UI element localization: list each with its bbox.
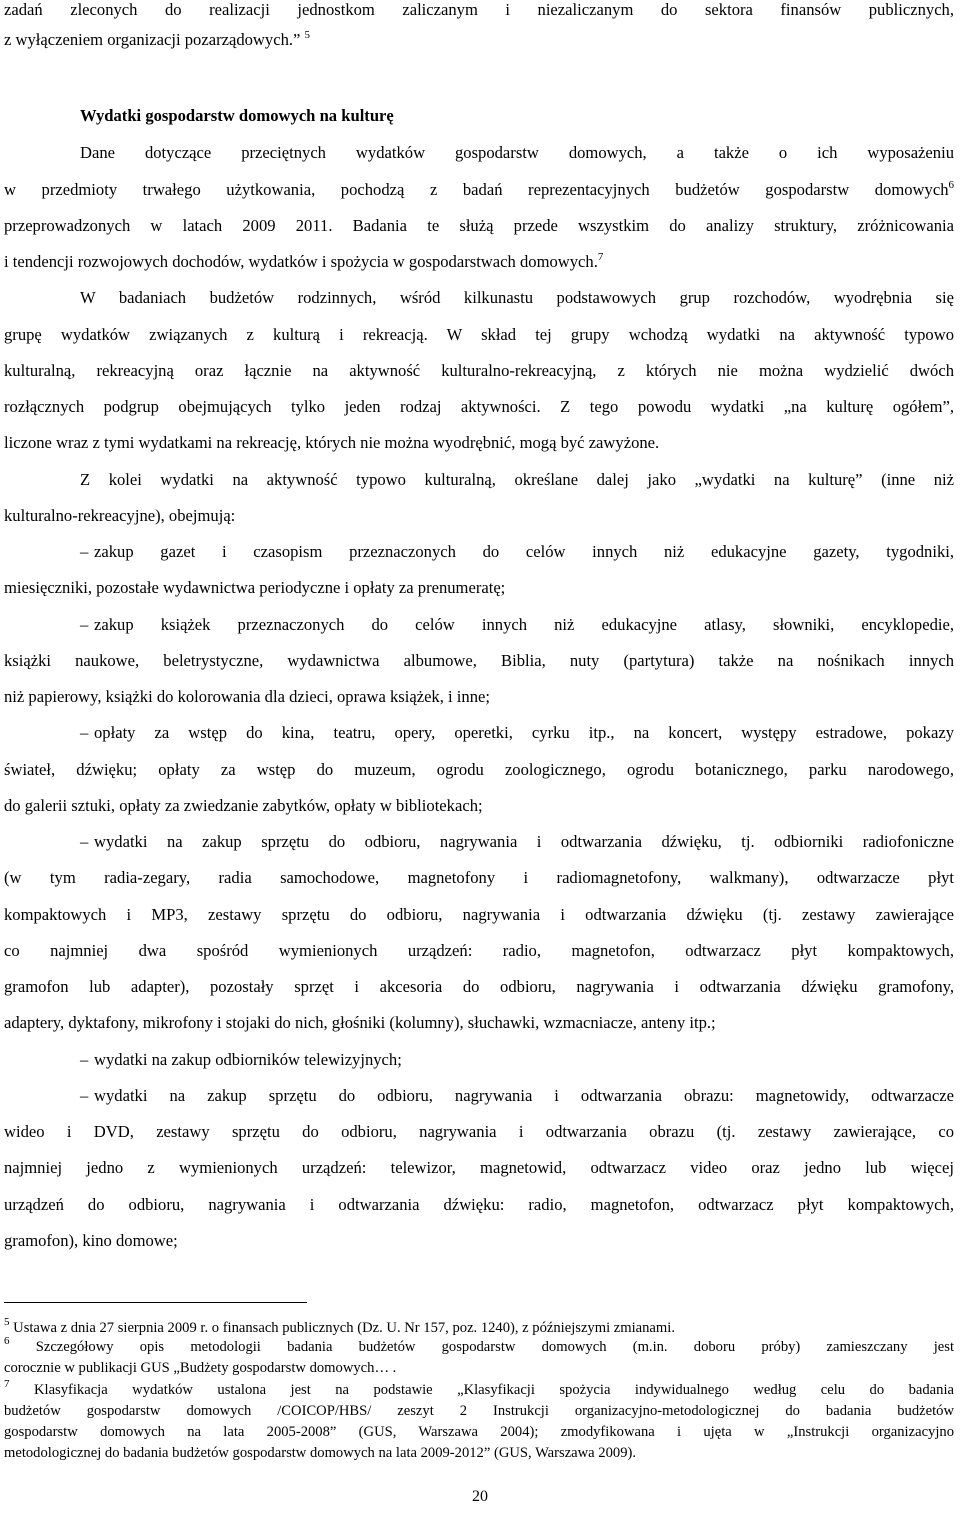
footnote: $^5$ Ustawa z dnia 27 sierpnia 2009 r. o finansach publicznych (Dz. U. Nr 157, poz. 1240), z późniejszymi zmianami. <box>4 1316 675 1336</box>
text-line: książki naukowe, beletrystyczne, wydawnictwa albumowe, Biblia, nuty (partytura) także na nośnikach innych <box>4 651 954 670</box>
bullet-dash: – <box>80 723 89 742</box>
text-line: i tendencji rozwojowych dochodów, wydatków i spożycia w gospodarstwach domowych.$^7$ <box>4 251 604 271</box>
bullet-dash: – <box>80 1086 89 1105</box>
text-line: kulturalno-rekreacyjne), obejmują: <box>4 506 236 525</box>
text-line: adaptery, dyktafony, mikrofony i stojaki do nich, głośniki (kolumny), słuchawki, wzmacniacze, anteny itp.; <box>4 1013 716 1032</box>
text-line: rozłącznych podgrup obejmujących tylko jeden rodzaj aktywności. Z tego powodu wydatki „na kulturę ogółem”, <box>4 397 954 416</box>
text-line: miesięczniki, pozostałe wydawnictwa periodyczne i opłaty za prenumeratę; <box>4 578 506 597</box>
text-line: urządzeń do odbioru, nagrywania i odtwarzania dźwięku: radio, magnetofon, odtwarzacz płyt kompaktowych, <box>4 1195 954 1214</box>
footnote: budżetów gospodarstw domowych /COICOP/HBS/ zeszyt 2 Instrukcji organizacyjno-metodologicznej do badania budżetów <box>4 1403 954 1419</box>
text-line: do galerii sztuki, opłaty za zwiedzanie zabytków, opłaty w bibliotekach; <box>4 796 483 815</box>
list-item: – wydatki na zakup sprzętu do odbioru, nagrywania i odtwarzania dźwięku, tj. odbiorniki radiofoniczne <box>80 832 954 851</box>
footnote: corocznie w publikacji GUS „Budżety gospodarstw domowych… . <box>4 1360 397 1376</box>
text-line: zadań zleconych do realizacji jednostkom zaliczanym i niezaliczanym do sektora finansów publicznych, <box>4 0 954 19</box>
footnote: metodologicznej do badania budżetów gospodarstw domowych na lata 2009-2012” (GUS, Warszawa 2009). <box>4 1445 637 1461</box>
list-item: – zakup gazet i czasopism przeznaczonych do celów innych niż edukacyjne gazety, tygodniki, <box>80 542 954 561</box>
footnote-ref: 5 <box>304 29 311 41</box>
text-line: niż papierowy, książki do kolorowania dla dzieci, oprawa książek, i inne; <box>4 687 490 706</box>
bullet-dash: – <box>80 542 89 561</box>
section-heading: Wydatki gospodarstw domowych na kulturę <box>80 106 394 125</box>
text-line: z wyłączeniem organizacji pozarządowych.” $^5$ <box>4 29 311 49</box>
text-line: liczone wraz z tymi wydatkami na rekreację, których nie można wyodrębnić, mogą być zawyżone. <box>4 433 660 452</box>
bullet-dash: – <box>80 832 89 851</box>
text-line: wideo i DVD, zestawy sprzętu do odbioru, nagrywania i odtwarzania obrazu (tj. zestawy zawierające, co <box>4 1122 954 1141</box>
footnote-ref: 7 <box>597 251 604 263</box>
text-line: najmniej jedno z wymienionych urządzeń: telewizor, magnetowid, odtwarzacz video oraz jedno lub więcej <box>4 1158 954 1177</box>
text-line: gramofon), kino domowe; <box>4 1231 178 1250</box>
text-line: przeprowadzonych w latach 2009 2011. Badania te służą przede wszystkim do analizy struktury, zróżnicowania <box>4 216 954 235</box>
list-item: – zakup książek przeznaczonych do celów innych niż edukacyjne atlasy, słowniki, encyklopedie, <box>80 615 954 634</box>
text-line: w przedmioty trwałego użytkowania, pochodzą z badań reprezentacyjnych budżetów gospodarstw domowych$^6$ <box>4 179 954 199</box>
footnote: $^7$ Klasyfikacja wydatków ustalona jest na podstawie „Klasyfikacji spożycia indywidualnego według celu do badania <box>4 1378 954 1398</box>
page-number: 20 <box>472 1488 488 1505</box>
footnote: gospodarstw domowych na lata 2005-2008” (GUS, Warszawa 2004); zmodyfikowana i ujęta w „Instrukcji organizacyjno <box>4 1424 954 1440</box>
text-line: Z kolei wydatki na aktywność typowo kulturalną, określane dalej jako „wydatki na kulturę” (inne niż <box>80 470 954 489</box>
text-line: co najmniej dwa spośród wymienionych urządzeń: radio, magnetofon, odtwarzacz płyt kompaktowych, <box>4 941 954 960</box>
text-line: kulturalną, rekreacyjną oraz łącznie na aktywność kulturalno-rekreacyjną, z których nie można wydzielić dwóch <box>4 361 954 380</box>
list-item: – opłaty za wstęp do kina, teatru, opery, operetki, cyrku itp., na koncert, występy estradowe, pokazy <box>80 723 954 742</box>
list-item: – wydatki na zakup odbiorników telewizyjnych; <box>80 1050 402 1069</box>
footnote-separator <box>4 1302 307 1303</box>
text-line: świateł, dźwięku; opłaty za wstęp do muzeum, ogrodu zoologicznego, ogrodu botanicznego, parku narodowego, <box>4 760 954 779</box>
bullet-dash: – <box>80 1050 89 1069</box>
footnote-ref: 6 <box>948 179 954 191</box>
text-line: (w tym radia-zegary, radia samochodowe, magnetofony i radiomagnetofony, walkmany), odtwarzacze płyt <box>4 868 954 887</box>
bullet-dash: – <box>80 615 89 634</box>
footnote: $^6$ Szczegółowy opis metodologii badania budżetów gospodarstw domowych (m.in. doboru próby) zamieszczany jest <box>4 1335 955 1355</box>
text-line: gramofon lub adapter), pozostały sprzęt i akcesoria do odbioru, nagrywania i odtwarzania dźwięku gramofony, <box>4 977 954 996</box>
text-line: Dane dotyczące przeciętnych wydatków gospodarstw domowych, a także o ich wyposażeniu <box>80 143 954 162</box>
list-item: – wydatki na zakup sprzętu do odbioru, nagrywania i odtwarzania obrazu: magnetowidy, odtwarzacze <box>80 1086 954 1105</box>
text-line: grupę wydatków związanych z kulturą i rekreacją. W skład tej grupy wchodzą wydatki na aktywność typowo <box>4 325 954 344</box>
text-line: kompaktowych i MP3, zestawy sprzętu do odbioru, nagrywania i odtwarzania dźwięku (tj. zestawy zawierające <box>4 905 954 924</box>
text-line: W badaniach budżetów rodzinnych, wśród kilkunastu podstawowych grup rozchodów, wyodrębnia się <box>80 288 954 307</box>
